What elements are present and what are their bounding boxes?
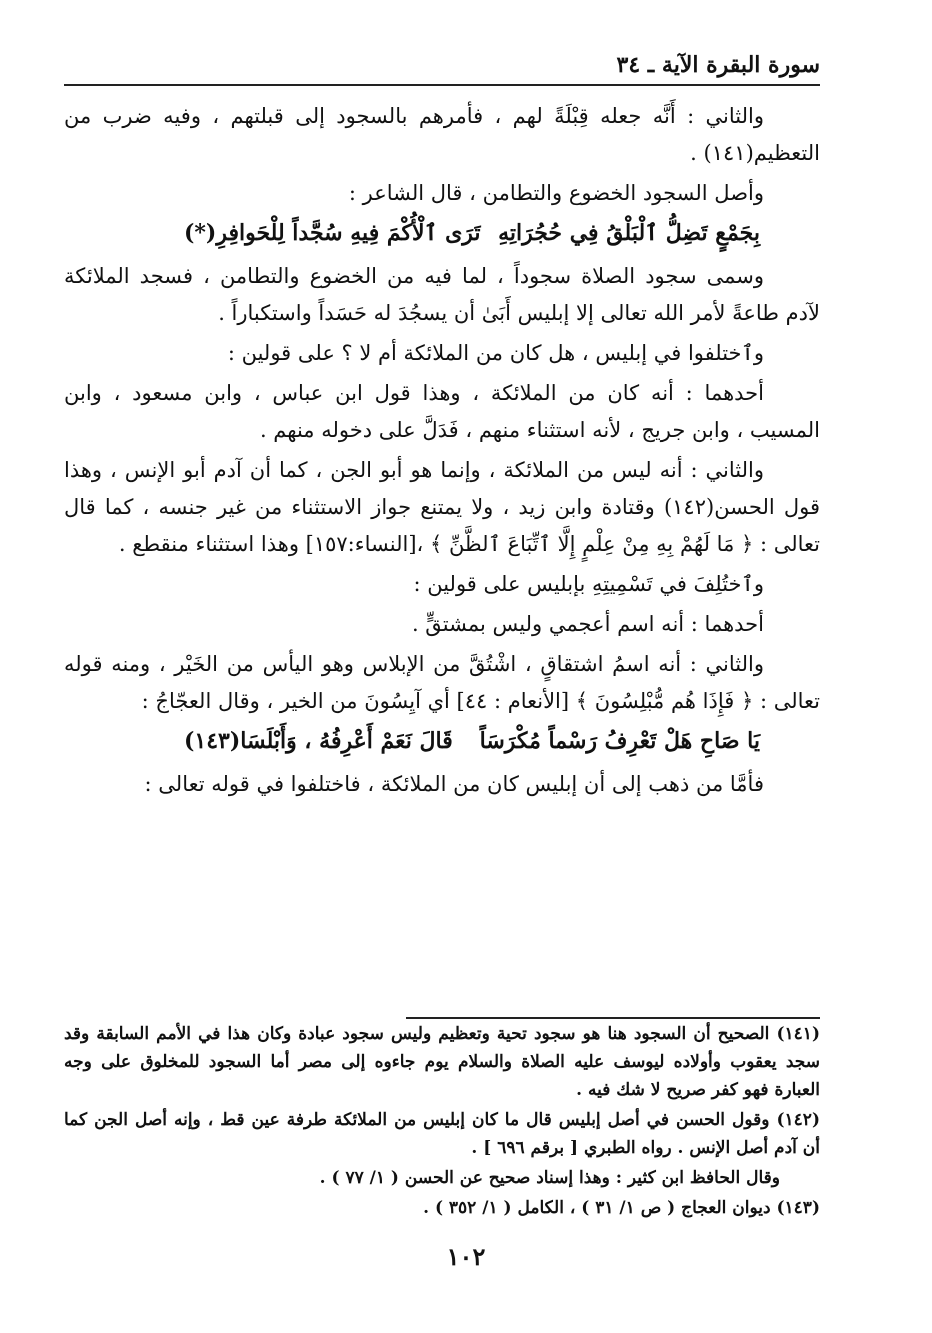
footnote-142-continuation: وقال الحافظ ابن كثير : وهذا إسناد صحيح عن الحسن ( ١/ ٧٧ ) . bbox=[319, 1168, 780, 1188]
paragraph-1: والثاني : أَنَّه جعله قِبْلَةً لهم ، فأمرهم بالسجود إلى قبلتهم ، وفيه ضرب من التعظيم(١٤١) . bbox=[64, 104, 820, 165]
verse-1-first-hemistich: بِجَمْعٍ تَضِلُّ ٱلْبَلْقُ فِي حُجُرَاتِهِ bbox=[498, 220, 760, 246]
page-number: ١٠٢ bbox=[446, 1242, 486, 1271]
footnote-separator bbox=[406, 1017, 820, 1019]
main-text bbox=[64, 98, 820, 806]
poetry-verse-1 bbox=[184, 215, 760, 252]
footnote-142: (١٤٢) وقول الحسن في أصل إبليس قال ما كان إبليس من الملائكة طرفة عين قط ، وإنه أصل الجن كما أن آدم أصل الإنس . رواه الطبري [ برقم ٦٩٦ ] . bbox=[64, 1110, 820, 1158]
verse-2-first-hemistich: يَا صَاحِ هَلْ تَعْرِفُ رَسْماً مُكْرَسَاً bbox=[479, 728, 760, 754]
paragraph-5: أحدهما : أنه كان من الملائكة ، وهذا قول ابن عباس ، وابن مسعود ، وابن المسيب ، وابن جريج ، لأنه استثناء منهم ، فَدَلَّ على دخوله منهم . bbox=[64, 381, 820, 442]
footnote-143: (١٤٣) ديوان العجاج ( ص ١/ ٣١ ) ، الكامل ( ١/ ٣٥٢ ) . bbox=[423, 1198, 820, 1218]
footnote-141: (١٤١) الصحيح أن السجود هنا هو سجود تحية وتعظيم وليس سجود عبادة وكان هذا في الأمم السابقة وقد سجد يعقوب وأولاده ليوسف عليه الصلاة والسلام يوم جاءوه إلى مصر أما السجود للمخلوق على وجه العبارة فهو كفر صريح لا شك فيه . bbox=[64, 1024, 820, 1100]
paragraph-4: وٱختلفوا في إبليس ، هل كان من الملائكة أم لا ؟ على قولين : bbox=[227, 341, 764, 365]
paragraph-7: وٱختُلِفَ في تَسْمِيتِهِ بإبليس على قولين : bbox=[413, 572, 764, 596]
paragraph-6: والثاني : أنه ليس من الملائكة ، وإنما هو أبو الجن ، كما أن آدم أبو الإنس ، وهذا قول الحسن(١٤٢) وقتادة وابن زيد ، ولا يمتنع جواز الاستثناء من غير جنسه ، كما قال تعالى : ﴿ مَا لَهُمْ بِهِ مِنْ عِلْمٍ إِلَّا ٱتِّبَاعَ ٱلظَّنِّ ﴾ ،[النساء:١٥٧] وهذا استثناء منقطع . bbox=[64, 458, 821, 556]
paragraph-10: فأمَّا من ذهب إلى أن إبليس كان من الملائكة ، فاختلفوا في قوله تعالى : bbox=[144, 772, 764, 796]
footnotes bbox=[64, 1020, 820, 1224]
paragraph-3: وسمى سجود الصلاة سجوداً ، لما فيه من الخضوع والتطامن ، فسجد الملائكة لآدم طاعةً لأمر الله تعالى إلا إبليس أَبَىٰ أن يسجُدَ له حَسَداً واستكباراً . bbox=[64, 264, 820, 325]
paragraph-8: أحدهما : أنه اسم أعجمي وليس بمشتقٍّ . bbox=[411, 612, 764, 636]
paragraph-9: والثاني : أنه اسمُ اشتقاقٍ ، اشْتُقَّ من الإبلاس وهو اليأس من الخَيْر ، ومنه قوله تعالى : ﴿ فَإِذَا هُم مُّبْلِسُونَ ﴾ [الأنعام : ٤٤] أي آيِسُونَ من الخير ، وقال العجّاجُ : bbox=[64, 652, 820, 713]
header-rule bbox=[64, 84, 820, 86]
verse-1-second-hemistich: تَرَى ٱلْأُكْمَ فِيهِ سُجَّداً لِلْحَوافِرِ(*) bbox=[184, 220, 481, 246]
paragraph-2: وأصل السجود الخضوع والتطامن ، قال الشاعر : bbox=[348, 181, 764, 205]
verse-2-second-hemistich: قَالَ نَعَمْ أَعْرِفُهُ ، وَأَبْلَسَا(١٤٣) bbox=[184, 728, 453, 754]
running-header: سورة البقرة الآية ـ ٣٤ bbox=[616, 52, 820, 78]
poetry-verse-2 bbox=[184, 723, 760, 760]
